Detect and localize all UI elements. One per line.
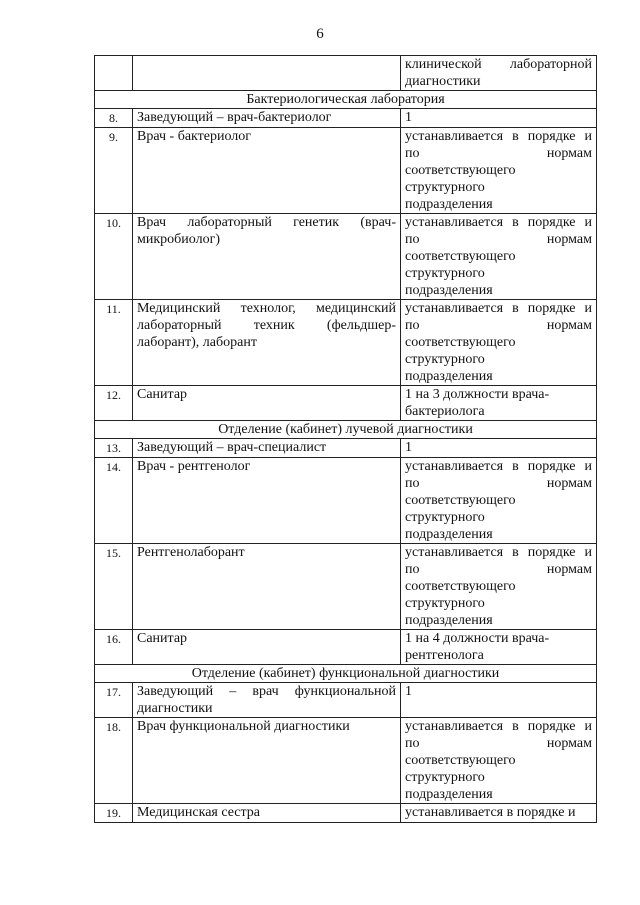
- table-row: [95, 630, 597, 665]
- staffing-norm: устанавливается в порядке и по нормам соответствующего структурного подразделения: [401, 300, 597, 386]
- position-title: Заведующий – врач-бактериолог: [133, 109, 401, 128]
- row-number: 15.: [95, 544, 133, 630]
- position-title: Медицинский технолог, медицинский лабораторный техник (фельдшер-лаборант), лаборант: [133, 300, 401, 386]
- position-cell: [133, 56, 401, 91]
- table-row: [95, 439, 597, 458]
- norm-cell: [401, 56, 597, 91]
- row-number: 13.: [95, 439, 133, 458]
- row-number: 8.: [95, 109, 133, 128]
- table-row: [95, 718, 597, 804]
- table-row: [95, 804, 597, 823]
- staffing-norm: устанавливается в порядке и по нормам соответствующего структурного подразделения: [401, 718, 597, 804]
- page-number: 6: [316, 26, 324, 42]
- norm-text-line: диагностики: [405, 74, 481, 89]
- staffing-norm: 1 на 4 должности врача-рентгенолога: [401, 630, 597, 665]
- staffing-norm: 1: [401, 109, 597, 128]
- staffing-norm: устанавливается в порядке и по нормам соответствующего структурного подразделения: [401, 128, 597, 214]
- position-title: Врач функциональной диагностики: [133, 718, 401, 804]
- row-number: 14.: [95, 458, 133, 544]
- section-header-row: [95, 665, 597, 683]
- position-title: Заведующий – врач функциональной диагностики: [133, 683, 401, 718]
- table-row: [95, 386, 597, 421]
- table-row: [95, 544, 597, 630]
- staffing-norm: 1: [401, 683, 597, 718]
- row-number: 17.: [95, 683, 133, 718]
- table-row: [95, 458, 597, 544]
- section-title: Отделение (кабинет) лучевой диагностики: [95, 421, 597, 439]
- section-title: Отделение (кабинет) функциональной диагностики: [95, 665, 597, 683]
- position-title: Врач - бактериолог: [133, 128, 401, 214]
- staffing-norm: устанавливается в порядке и по нормам соответствующего структурного подразделения: [401, 214, 597, 300]
- section-header-row: [95, 91, 597, 109]
- position-title: Санитар: [133, 630, 401, 665]
- table-row: [95, 109, 597, 128]
- row-number: 18.: [95, 718, 133, 804]
- section-header-row: [95, 421, 597, 439]
- position-title: Врач лабораторный генетик (врач-микробиолог): [133, 214, 401, 300]
- row-number: 9.: [95, 128, 133, 214]
- section-title: Бактериологическая лаборатория: [95, 91, 597, 109]
- row-number: 10.: [95, 214, 133, 300]
- staffing-norm: устанавливается в порядке и по нормам соответствующего структурного подразделения: [401, 544, 597, 630]
- staffing-table-body: [95, 56, 597, 823]
- table-row: [95, 683, 597, 718]
- table-row-continued: [95, 56, 597, 91]
- staffing-norm: устанавливается в порядке и: [401, 804, 597, 823]
- position-title: Рентгенолаборант: [133, 544, 401, 630]
- row-number: 12.: [95, 386, 133, 421]
- position-title: Медицинская сестра: [133, 804, 401, 823]
- staffing-norm: 1 на 3 должности врача-бактериолога: [401, 386, 597, 421]
- staffing-norm: устанавливается в порядке и по нормам соответствующего структурного подразделения: [401, 458, 597, 544]
- position-title: Санитар: [133, 386, 401, 421]
- table-row: [95, 128, 597, 214]
- row-number-cell: [95, 56, 133, 91]
- staffing-norm: 1: [401, 439, 597, 458]
- table-row: [95, 300, 597, 386]
- row-number: 16.: [95, 630, 133, 665]
- position-title: Заведующий – врач-специалист: [133, 439, 401, 458]
- row-number: 19.: [95, 804, 133, 823]
- norm-text-line: клинической лабораторной: [405, 57, 592, 72]
- position-title: Врач - рентгенолог: [133, 458, 401, 544]
- row-number: 11.: [95, 300, 133, 386]
- staffing-table: [94, 55, 597, 823]
- table-row: [95, 214, 597, 300]
